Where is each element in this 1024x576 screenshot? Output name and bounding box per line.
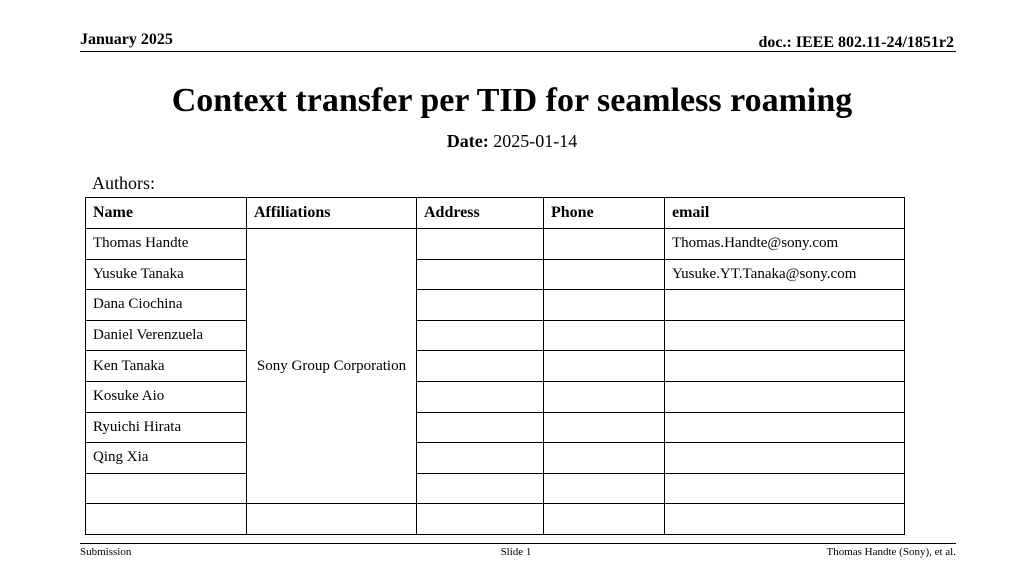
author-email bbox=[665, 504, 905, 535]
author-name bbox=[86, 473, 247, 504]
header-email: email bbox=[665, 198, 905, 229]
author-address bbox=[417, 229, 544, 260]
table-row bbox=[86, 290, 905, 321]
author-email bbox=[665, 443, 905, 474]
header-address: Address bbox=[417, 198, 544, 229]
author-address bbox=[417, 443, 544, 474]
author-address bbox=[417, 473, 544, 504]
author-address bbox=[417, 290, 544, 321]
author-name: Kosuke Aio bbox=[86, 381, 247, 412]
affiliation-cell: Sony Group Corporation bbox=[247, 229, 417, 504]
author-name bbox=[86, 504, 247, 535]
author-phone bbox=[544, 473, 665, 504]
author-name: Thomas Handte bbox=[86, 229, 247, 260]
authors-table bbox=[85, 197, 905, 535]
author-email bbox=[665, 351, 905, 382]
author-email bbox=[665, 412, 905, 443]
header-date: January 2025 bbox=[80, 31, 173, 48]
author-address bbox=[417, 412, 544, 443]
table-row bbox=[86, 412, 905, 443]
date-value: 2025-01-14 bbox=[488, 131, 578, 151]
table-header-row bbox=[86, 198, 905, 229]
author-phone bbox=[544, 443, 665, 474]
author-phone bbox=[544, 290, 665, 321]
author-email bbox=[665, 320, 905, 351]
header-phone: Phone bbox=[544, 198, 665, 229]
author-phone bbox=[544, 229, 665, 260]
table-row bbox=[86, 320, 905, 351]
author-phone bbox=[544, 412, 665, 443]
author-name: Daniel Verenzuela bbox=[86, 320, 247, 351]
footer-slide-number: Slide 1 bbox=[500, 546, 532, 558]
table-row bbox=[86, 473, 905, 504]
table-row bbox=[86, 381, 905, 412]
author-address bbox=[417, 504, 544, 535]
footer-submission: Submission bbox=[80, 546, 132, 558]
table-row bbox=[86, 443, 905, 474]
authors-label: Authors: bbox=[92, 173, 155, 193]
author-address bbox=[417, 381, 544, 412]
author-address bbox=[417, 259, 544, 290]
author-email: Yusuke.YT.Tanaka@sony.com bbox=[665, 259, 905, 290]
author-name: Dana Ciochina bbox=[86, 290, 247, 321]
slide-title: Context transfer per TID for seamless roaming bbox=[171, 82, 853, 119]
author-email bbox=[665, 381, 905, 412]
table-row bbox=[86, 351, 905, 382]
header-affiliations: Affiliations bbox=[247, 198, 417, 229]
author-phone bbox=[544, 320, 665, 351]
table-row bbox=[86, 504, 905, 535]
header-name: Name bbox=[86, 198, 247, 229]
footer-divider bbox=[80, 543, 956, 544]
table-row bbox=[86, 259, 905, 290]
author-phone bbox=[544, 381, 665, 412]
header-doc-id: doc.: IEEE 802.11-24/1851r2 bbox=[758, 34, 954, 51]
author-email: Thomas.Handte@sony.com bbox=[665, 229, 905, 260]
author-name: Yusuke Tanaka bbox=[86, 259, 247, 290]
date-line bbox=[0, 131, 1024, 152]
author-phone bbox=[544, 351, 665, 382]
author-phone bbox=[544, 504, 665, 535]
author-name: Qing Xia bbox=[86, 443, 247, 474]
author-email bbox=[665, 473, 905, 504]
author-address bbox=[417, 351, 544, 382]
table-row bbox=[86, 229, 905, 260]
author-phone bbox=[544, 259, 665, 290]
author-name: Ken Tanaka bbox=[86, 351, 247, 382]
author-name: Ryuichi Hirata bbox=[86, 412, 247, 443]
header-divider bbox=[80, 51, 956, 52]
author-address bbox=[417, 320, 544, 351]
author-affiliation bbox=[247, 504, 417, 535]
author-email bbox=[665, 290, 905, 321]
footer-author: Thomas Handte (Sony), et al. bbox=[826, 546, 956, 558]
date-label: Date: bbox=[446, 131, 489, 151]
